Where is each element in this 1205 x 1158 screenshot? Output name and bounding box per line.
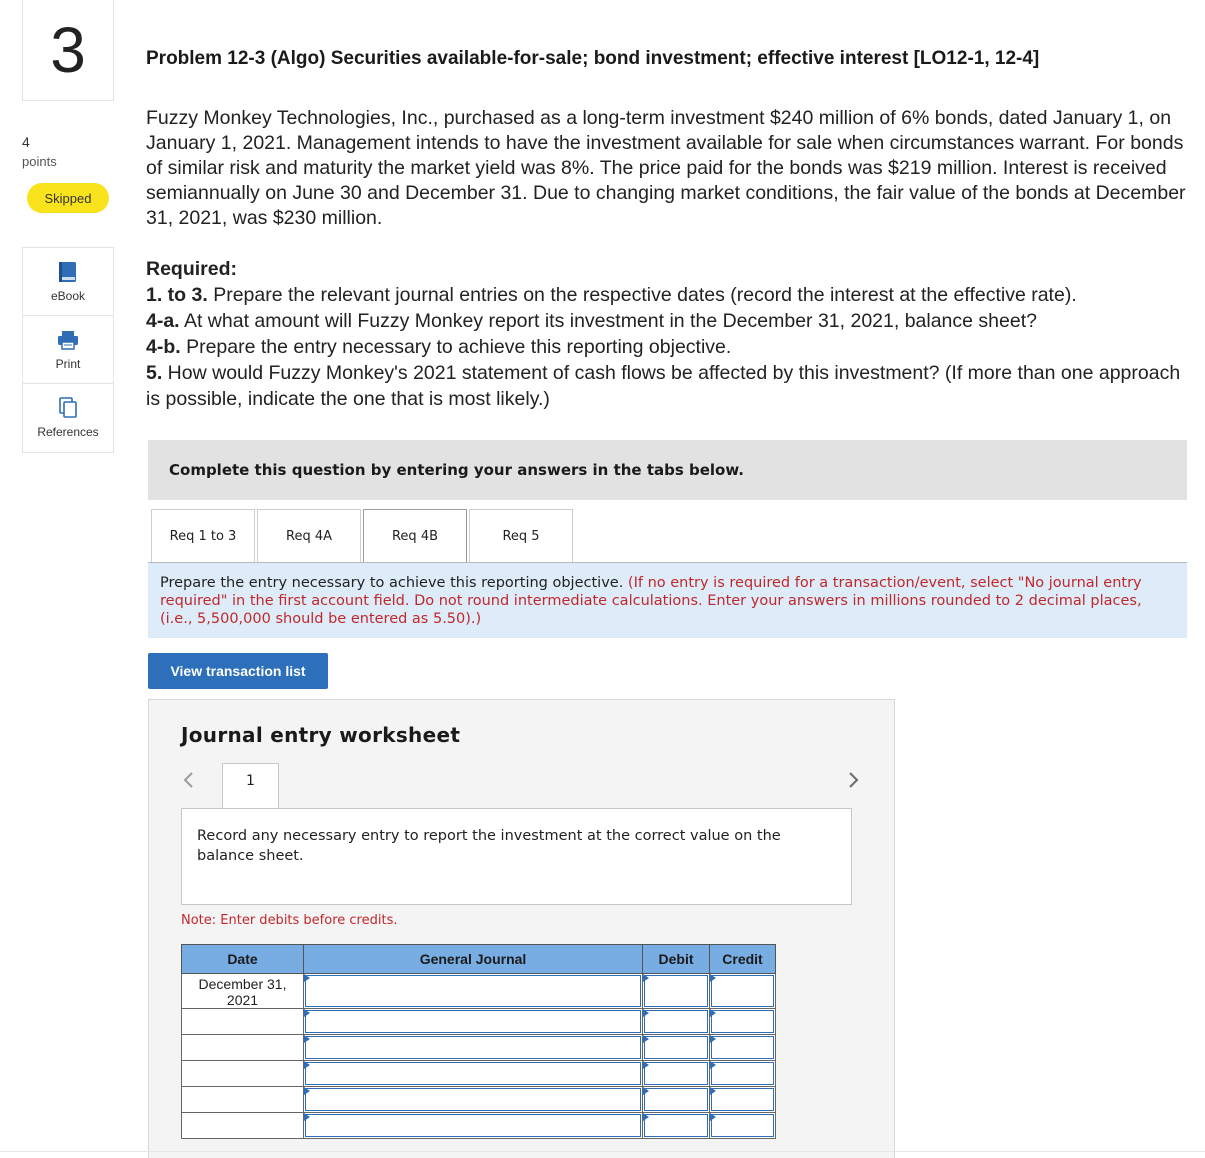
points-label: points: [22, 154, 57, 169]
input-marker-icon: [710, 1113, 716, 1121]
date-cell: [182, 1009, 304, 1035]
date-cell: [182, 1113, 304, 1139]
account-input[interactable]: [305, 1114, 641, 1137]
date-cell: [182, 1087, 304, 1113]
journal-entry-worksheet: [148, 699, 895, 1158]
credit-cell[interactable]: [710, 1061, 776, 1087]
credit-cell[interactable]: [710, 1087, 776, 1113]
account-cell[interactable]: [304, 1087, 643, 1113]
instruction-panel: [148, 563, 1187, 638]
input-marker-icon: [710, 1009, 716, 1017]
record-instruction-box: [181, 808, 852, 905]
table-row: [182, 974, 776, 1009]
debit-cell[interactable]: [643, 1061, 710, 1087]
column-header-credit: Credit: [710, 945, 776, 974]
requirement-4b: 4-b. Prepare the entry necessary to achieve this reporting objective.: [146, 336, 732, 358]
debit-cell[interactable]: [643, 974, 710, 1009]
tab-req-4a[interactable]: Req 4A: [257, 509, 361, 562]
account-input[interactable]: [305, 975, 641, 1007]
input-marker-icon: [710, 1035, 716, 1043]
journal-table: [181, 944, 776, 1139]
complete-question-bar: [148, 440, 1187, 500]
debit-input[interactable]: [644, 1062, 708, 1085]
debit-cell[interactable]: [643, 1113, 710, 1139]
problem-intro: Fuzzy Monkey Technologies, Inc., purchased as a long-term investment $240 million of 6% bonds, dated January 1, on January 1, 2021. Management intends to have the investment available for sale when circumstances warrant. For bonds of similar risk and maturity the market yield was 8%. The price paid for the bonds was $219 million. Interest is received semiannually on June 30 and December 31. Due to changing market conditions, the fair value of the bonds at December 31, 2021, was $230 million.: [146, 107, 1186, 229]
debit-input[interactable]: [644, 1114, 708, 1137]
dropdown-arrow-icon: [304, 1113, 310, 1121]
tab-req-4b[interactable]: Req 4B: [363, 509, 467, 563]
debit-input[interactable]: [644, 1010, 708, 1033]
account-cell[interactable]: [304, 974, 643, 1009]
dropdown-arrow-icon: [304, 974, 310, 982]
column-header-general-journal: General Journal: [304, 945, 643, 974]
tab-req-5[interactable]: Req 5: [469, 509, 573, 562]
input-marker-icon: [643, 1113, 649, 1121]
account-cell[interactable]: [304, 1009, 643, 1035]
chevron-left-icon[interactable]: [181, 770, 197, 790]
worksheet-title: Journal entry worksheet: [181, 723, 461, 747]
question-number: 3: [50, 14, 86, 86]
credit-cell[interactable]: [710, 1113, 776, 1139]
ebook-label: eBook: [50, 288, 86, 303]
table-row: [182, 1061, 776, 1087]
question-number-box: [22, 0, 114, 101]
credit-cell[interactable]: [710, 1009, 776, 1035]
input-marker-icon: [710, 1087, 716, 1095]
print-button[interactable]: [23, 316, 113, 384]
input-marker-icon: [643, 1087, 649, 1095]
book-icon: [57, 261, 79, 283]
debit-cell[interactable]: [643, 1009, 710, 1035]
credit-cell[interactable]: [710, 974, 776, 1009]
debit-cell[interactable]: [643, 1087, 710, 1113]
requirement-5: 5. How would Fuzzy Monkey's 2021 statement of cash flows be affected by this investment? (If more than one approach is possible, indicate the one that is most likely.): [146, 362, 1181, 410]
table-row: [182, 1009, 776, 1035]
debits-before-credits-note: Note: Enter debits before credits.: [181, 913, 398, 928]
tab-req-1-to-3[interactable]: Req 1 to 3: [151, 509, 255, 562]
column-header-date: Date: [182, 945, 304, 974]
account-input[interactable]: [305, 1036, 641, 1059]
instruction-main: Prepare the entry necessary to achieve this reporting objective.: [160, 575, 624, 591]
copy-icon: [57, 397, 79, 419]
references-button[interactable]: [23, 384, 113, 452]
requirement-1-3: 1. to 3. Prepare the relevant journal entries on the respective dates (record the interest at the effective rate).: [146, 284, 1077, 306]
credit-input[interactable]: [711, 1088, 774, 1111]
input-marker-icon: [643, 1061, 649, 1069]
printer-icon: [57, 329, 79, 351]
requirements: [146, 256, 1204, 412]
credit-input[interactable]: [711, 975, 774, 1007]
debit-input[interactable]: [644, 975, 708, 1007]
dropdown-arrow-icon: [304, 1035, 310, 1043]
credit-input[interactable]: [711, 1010, 774, 1033]
view-transaction-list-button[interactable]: View transaction list: [148, 653, 328, 689]
input-marker-icon: [643, 974, 649, 982]
dropdown-arrow-icon: [304, 1061, 310, 1069]
input-marker-icon: [643, 1035, 649, 1043]
dropdown-arrow-icon: [304, 1009, 310, 1017]
points-value: 4: [22, 134, 30, 150]
input-marker-icon: [710, 1061, 716, 1069]
account-cell[interactable]: [304, 1061, 643, 1087]
tools-panel: [22, 247, 114, 453]
debit-cell[interactable]: [643, 1035, 710, 1061]
table-row: [182, 1087, 776, 1113]
instruction-note: (If no entry is required for a transaction/event, select "No journal entry required" in the first account field. Do not round intermediate calculations. Enter your answers in millions rounded to 2 decimal places, (i.e., 5,500,000 should be entered as 5.50).): [160, 575, 1142, 627]
required-heading: Required:: [146, 258, 238, 280]
input-marker-icon: [710, 974, 716, 982]
references-label: References: [37, 425, 99, 439]
print-label: Print: [55, 356, 81, 371]
date-cell: December 31, 2021: [182, 974, 304, 1009]
account-input[interactable]: [305, 1010, 641, 1033]
problem-title: Problem 12-3 (Algo) Securities available-for-sale; bond investment; effective interest [LO12-1, 12-4]: [146, 48, 1040, 69]
complete-question-text: Complete this question by entering your answers in the tabs below.: [169, 461, 744, 479]
date-cell: [182, 1061, 304, 1087]
page-bottom-divider: [0, 1151, 1205, 1152]
credit-cell[interactable]: [710, 1035, 776, 1061]
worksheet-page-tab[interactable]: 1: [222, 763, 279, 809]
account-cell[interactable]: [304, 1035, 643, 1061]
column-header-debit: Debit: [643, 945, 710, 974]
table-row: [182, 1035, 776, 1061]
debit-input[interactable]: [644, 1088, 708, 1111]
account-cell[interactable]: [304, 1113, 643, 1139]
credit-input[interactable]: [711, 1114, 774, 1137]
account-input[interactable]: [305, 1088, 641, 1111]
debit-input[interactable]: [644, 1036, 708, 1059]
skipped-badge: Skipped: [27, 183, 109, 213]
record-instruction-text: Record any necessary entry to report the investment at the correct value on the balance sheet.: [197, 828, 781, 864]
ebook-button[interactable]: [23, 248, 113, 316]
input-marker-icon: [643, 1009, 649, 1017]
requirement-tabs: [151, 509, 575, 562]
account-input[interactable]: [305, 1062, 641, 1085]
date-cell: [182, 1035, 304, 1061]
dropdown-arrow-icon: [304, 1087, 310, 1095]
chevron-right-icon[interactable]: [845, 770, 861, 790]
table-row: [182, 1113, 776, 1139]
credit-input[interactable]: [711, 1036, 774, 1059]
credit-input[interactable]: [711, 1062, 774, 1085]
requirement-4a: 4-a. At what amount will Fuzzy Monkey report its investment in the December 31, 2021, balance sheet?: [146, 310, 1037, 332]
